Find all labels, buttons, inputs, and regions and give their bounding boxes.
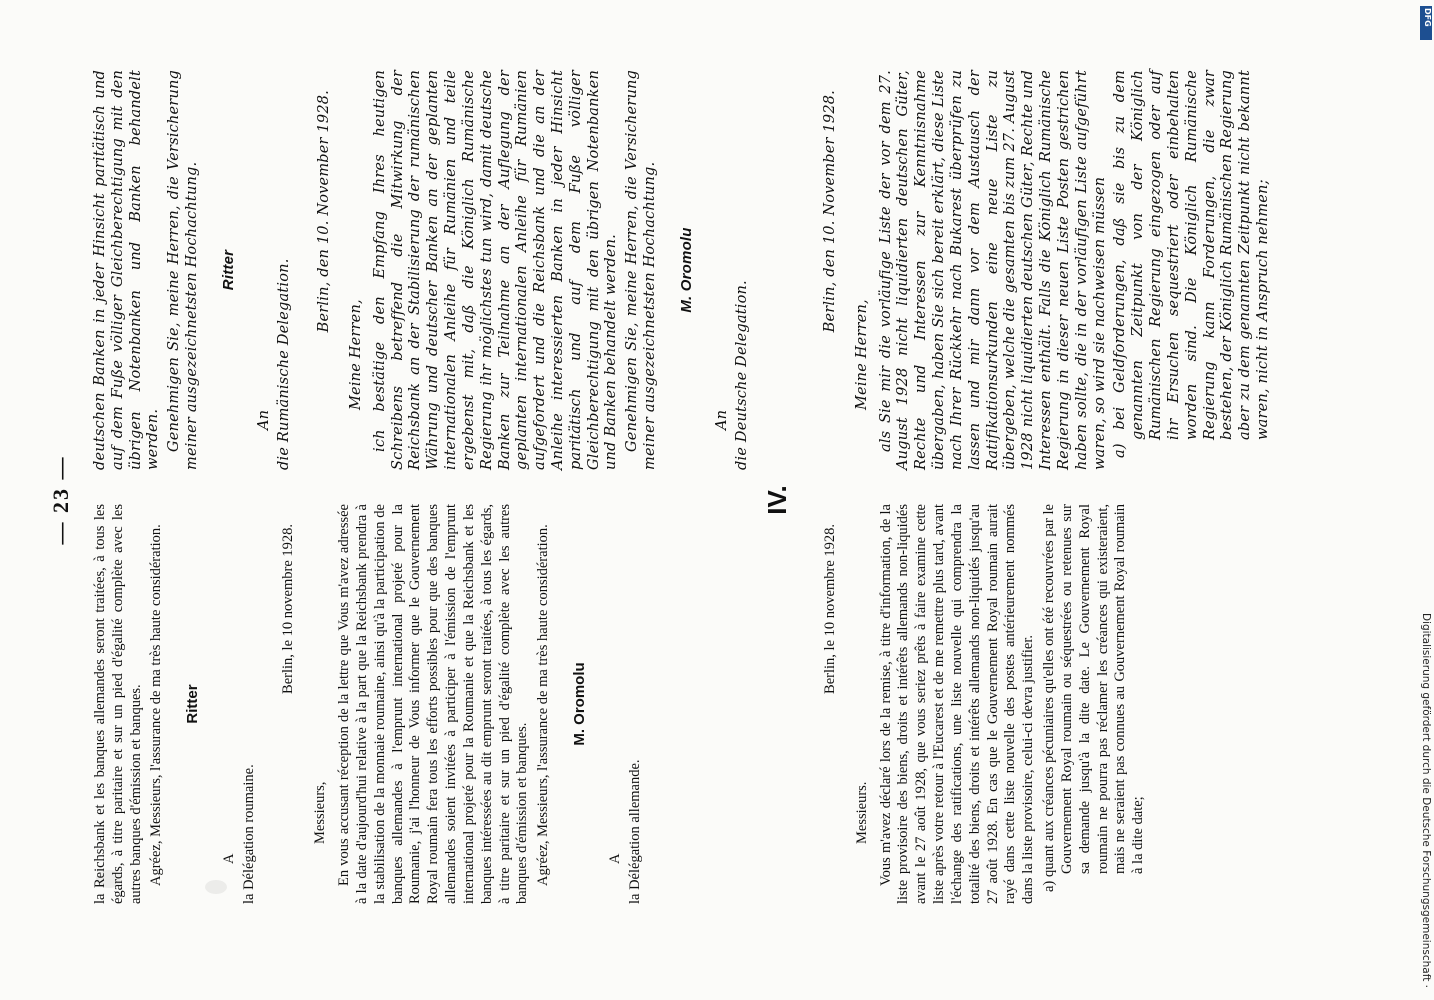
date-de-3: Berlin, den 10. November 1928. xyxy=(822,90,838,333)
signature-ritter-de: Ritter xyxy=(219,249,237,291)
german-column-lower xyxy=(800,70,1276,470)
dfg-logo-text: DFG xyxy=(1423,8,1432,27)
addressee-prefix-de-1: An xyxy=(256,409,273,430)
german-closing-2: Genehmigen Sie, meine Herren, die Versicherung meiner ausgezeichnetsten Hochachtung. xyxy=(624,70,659,470)
dfg-logo-icon xyxy=(1420,6,1432,40)
french-column-upper xyxy=(92,504,645,904)
addressee-prefix-fr-2: A xyxy=(607,853,624,864)
date-de-2: Berlin, den 10. November 1928. xyxy=(316,90,333,333)
french-closing-2: Agréez, Messieurs, l'assurance de ma très haute considération. xyxy=(535,524,552,886)
french-continuation: la Reichsbank et les banques allemandes seront traitées, à tous les égards, à titre paritaire et sur un pied d'égalité complète avec les autres banques d'émission et banques. xyxy=(92,504,144,904)
date-fr-2: Berlin, le 10 novembre 1928. xyxy=(280,524,297,694)
page-number: — 23 — xyxy=(48,455,73,545)
addressee-fr-2: la Délégation allemande. xyxy=(627,759,644,904)
signature-ritter-fr: Ritter xyxy=(184,684,202,724)
french-closing-1: Agréez, Messieurs, l'assurance de ma très haute considération. xyxy=(148,524,165,886)
german-closing-1: Genehmigen Sie, meine Herren, die Versicherung meiner ausgezeichnetsten Hochachtung. xyxy=(166,70,201,470)
signature-oromolu-fr: M. Oromolu xyxy=(571,662,588,746)
date-fr-3: Berlin, le 10 novembre 1928. xyxy=(822,524,838,694)
french-column-lower xyxy=(800,504,1151,904)
addressee-de-1: die Rumänische Delegation. xyxy=(276,258,293,470)
section-numeral: IV. xyxy=(762,485,792,515)
german-column-upper xyxy=(92,70,752,470)
credit-text: Digitalisierung gefördert durch die Deutsche Forschungsgemeinschaft · xyxy=(1420,612,1432,988)
signature-oromolu-de: M. Oromolu xyxy=(677,227,695,313)
body-de-3: als Sie mir die vorläufige Liste der vor dem 27. August 1928 nicht liquidierten deutschen Güter, Rechte und Interessen zur Kenntnisnahme übergaben, haben Sie sich bereit erklärt, diese Liste nach Ihrer Rückkehr nach Bukarest überprüfen zu lassen und mir dann vor dem Austausch der Ratifikationsurkunden eine neue Liste zu übergeben, welche die gesamten bis zum 27. August 1928 nicht liquidierten deutschen Güter, Rechte und Interessen enthält. Falls die Königlich Rumänische Regierung in dieser neuen Liste Posten gestrichen haben sollte, die in der vorläufigen Liste aufgeführt waren, so wird sie nachweisen müssen xyxy=(877,70,1108,470)
addressee-de-2: die Deutsche Delegation. xyxy=(734,280,751,470)
item-a-de: a) bei Geldforderungen, daß sie bis zu dem genannten Zeitpunkt von der Königlich Rumänischen Regierung eingezogen oder auf ihr Ersuchen sequestriert oder einbehalten worden sind. Die Königlich Rumänische Regierung kann Forderungen, die zwar bestehen, der Königlich Rumänischen Regierung aber zu dem genannten Zeitpunkt nicht bekannt waren, nicht in Anspruch nehmen; xyxy=(1112,70,1272,458)
digitization-credit xyxy=(1414,0,1434,1000)
german-continuation: deutschen Banken in jeder Hinsicht paritätisch und auf dem Fuße völliger Gleichberechtigung mit den übrigen Notenbanken und Banken behandelt werden. xyxy=(92,70,162,470)
salutation-de-2: Meine Herren, xyxy=(347,299,364,410)
salutation-de-3: Meine Herren, xyxy=(853,299,870,410)
salutation-fr-2: Messieurs, xyxy=(312,781,329,844)
body-fr-3: Vous m'avez déclaré lors de la remise, à titre d'information, de la liste provisoire des biens, droits et intérêts allemands non-liquidés avant le 27 août 1928, que vous seriez prêts à faire examine cette liste après votre retour à l'Eucarest et de me remettre plus tard, avant l'échange des ratifications, une liste nouvelle qui comprendra la totalité des biens, droits et intérêts allemands non-liquidés jusqu'au 27 août 1928. En cas que le Gouvernement Royal roumain aurait rayé dans cette liste nouvelle des postes antérieurement nommés dans la liste provisoire, celui-ci devra justifier. xyxy=(877,504,1037,904)
addressee-fr-1: la Délégation roumaine. xyxy=(240,764,257,904)
addressee-prefix-de-2: An xyxy=(714,409,731,430)
salutation-fr-3: Messieurs. xyxy=(853,781,870,844)
body-de-2: ich bestätige den Empfang Ihres heutigen Schreibens betreffend die Mitwirkung der Reichsbank an der Stabilisierung der rumänischen Währung und deutscher Banken an der geplanten internationalen Anleihe für Rumänien und teile ergebenst mit, daß die Königlich Rumänische Regierung ihr möglichstes tun wird, damit deutsche Banken zur Teilnahme an der Auflegung der geplanten internationalen Anleihe für Rumänien aufgefordert und die Reichsbank und die an der Anleihe interessierten Banken in jeder Hinsicht paritätisch und auf dem Fuße völliger Gleichberechtigung mit den übrigen Notenbanken und Banken behandelt werden. xyxy=(371,70,620,470)
addressee-prefix-fr-1: A xyxy=(220,853,237,864)
body-fr-2: En vous accusant réception de la lettre que Vous m'avez adressée à la date d'aujourd'hui relative à la part que la Reichsbank prendra à la stabilisation de la monnaie roumaine, ainsi qu'à la participation de banques allemandes à l'emprunt international projeté pour la Roumanie, j'ai l'honneur de Vous informer que le Gouvernement Royal roumain fera tous les efforts possibles pour que des banques allemandes soient invitées à participer à l'émission de l'emprunt international projeté pour la Roumanie et que la Reichsbank et les banques intéressées au dit emprunt seront traitées, à tous les égards, à titre paritaire et sur un pied d'égalité complète avec les autres banques d'émission et banques. xyxy=(336,504,531,904)
item-a-fr: a) quant aux créances pécuniaires qu'elles ont été recouvrées par le Gouvernement Royal roumain ou séquestrées ou retenues sur sa demande jusqu'à la dite date. Le Gouvernement Royal roumain ne pourra pas réclamer les créances qui existeraient, mais ne seraient pas connues au Gouvernement Royal roumain à la dite date; xyxy=(1041,504,1147,892)
